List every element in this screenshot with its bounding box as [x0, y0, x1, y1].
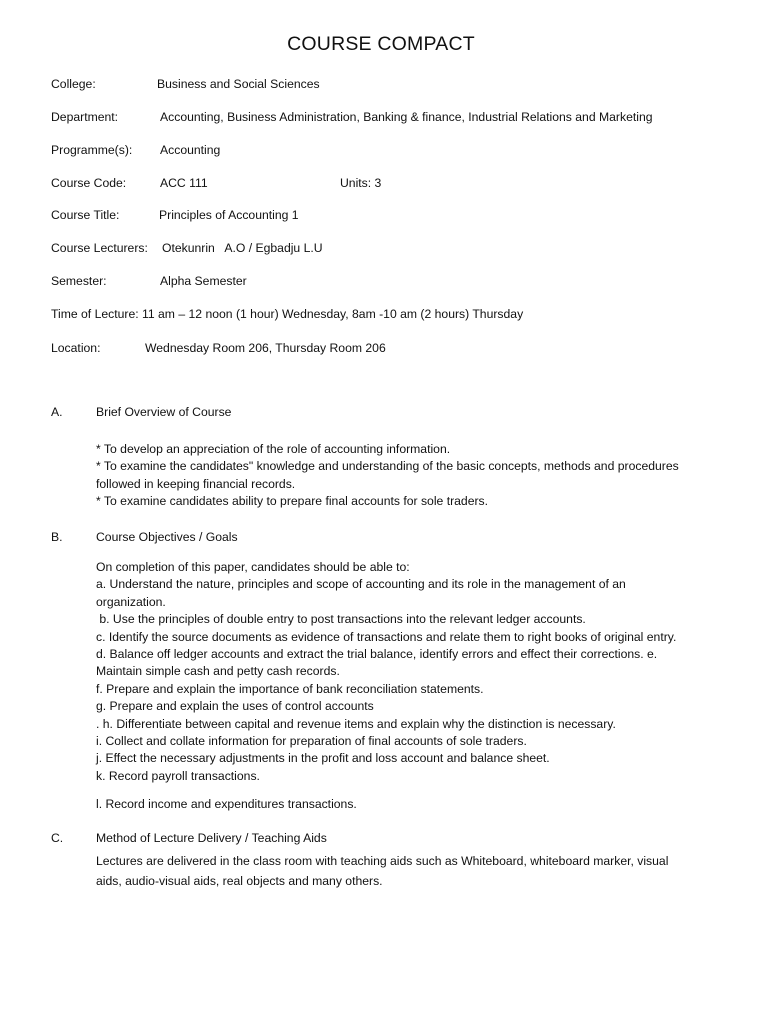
section-a-line: followed in keeping financial records. [96, 476, 296, 491]
section-b-line: j. Effect the necessary adjustments in the profit and loss account and balance sheet. [96, 751, 550, 766]
section-c-line: aids, audio-visual aids, real objects and many others. [96, 874, 383, 888]
lecturers-label: Course Lecturers: [51, 241, 148, 255]
semester-value: Alpha Semester [160, 274, 247, 288]
semester-label: Semester: [51, 274, 107, 288]
section-c-heading: Method of Lecture Delivery / Teaching Aids [96, 831, 327, 845]
section-b-line: organization. [96, 594, 166, 609]
lecturers-value: Otekunrin A.O / Egbadju L.U [162, 241, 323, 255]
course-code-label: Course Code: [51, 176, 127, 190]
section-b-letter: B. [51, 530, 63, 544]
section-b-line: g. Prepare and explain the uses of control accounts [96, 699, 374, 714]
section-b-line: c. Identify the source documents as evidence of transactions and relate them to right books of original entry. [96, 629, 677, 644]
time-of-lecture: Time of Lecture: 11 am – 12 noon (1 hour) Wednesday, 8am -10 am (2 hours) Thursday [51, 307, 524, 321]
college-label: College: [51, 77, 96, 91]
section-b-line: On completion of this paper, candidates should be able to: [96, 560, 410, 574]
course-title-value: Principles of Accounting 1 [159, 208, 299, 222]
section-a-heading: Brief Overview of Course [96, 405, 232, 419]
section-b-line: . h. Differentiate between capital and revenue items and explain why the distinction is necessary. [96, 716, 616, 731]
section-b-line: a. Understand the nature, principles and scope of accounting and its role in the management of an [96, 577, 626, 592]
course-code-value: ACC 111 [160, 176, 208, 190]
location-value: Wednesday Room 206, Thursday Room 206 [145, 341, 386, 355]
section-a-line: * To examine candidates ability to prepare final accounts for sole traders. [96, 494, 489, 509]
section-b-heading: Course Objectives / Goals [96, 530, 238, 544]
section-a-body [96, 441, 756, 511]
section-b-body [96, 559, 756, 785]
section-b-line: k. Record payroll transactions. [96, 768, 260, 783]
section-b-last-line: l. Record income and expenditures transactions. [96, 797, 357, 811]
section-c-line: Lectures are delivered in the class room with teaching aids such as Whiteboard, whiteboard marker, visual [96, 854, 669, 868]
section-a-line: * To examine the candidates" knowledge and understanding of the basic concepts, methods and procedures [96, 459, 679, 474]
location-label: Location: [51, 341, 101, 355]
college-value: Business and Social Sciences [157, 77, 320, 91]
department-value: Accounting, Business Administration, Banking & finance, Industrial Relations and Marketing [160, 110, 653, 124]
programmes-label: Programme(s): [51, 143, 133, 157]
section-b-line: Maintain simple cash and petty cash records. [96, 664, 340, 679]
section-a-letter: A. [51, 405, 63, 419]
section-b-line: i. Collect and collate information for preparation of final accounts of sole traders. [96, 734, 527, 749]
units-value: Units: 3 [340, 176, 382, 190]
department-label: Department: [51, 110, 119, 124]
section-c-letter: C. [51, 831, 64, 845]
programmes-value: Accounting [160, 143, 221, 157]
section-c-body [96, 851, 756, 891]
section-b-line: f. Prepare and explain the importance of bank reconciliation statements. [96, 681, 484, 696]
section-b-line: b. Use the principles of double entry to post transactions into the relevant ledger accounts. [96, 612, 586, 627]
document-title: COURSE COMPACT [287, 33, 475, 55]
course-title-label: Course Title: [51, 208, 120, 222]
section-a-line: * To develop an appreciation of the role of accounting information. [96, 442, 451, 456]
section-b-line: d. Balance off ledger accounts and extract the trial balance, identify errors and effect their corrections. e. [96, 647, 658, 662]
